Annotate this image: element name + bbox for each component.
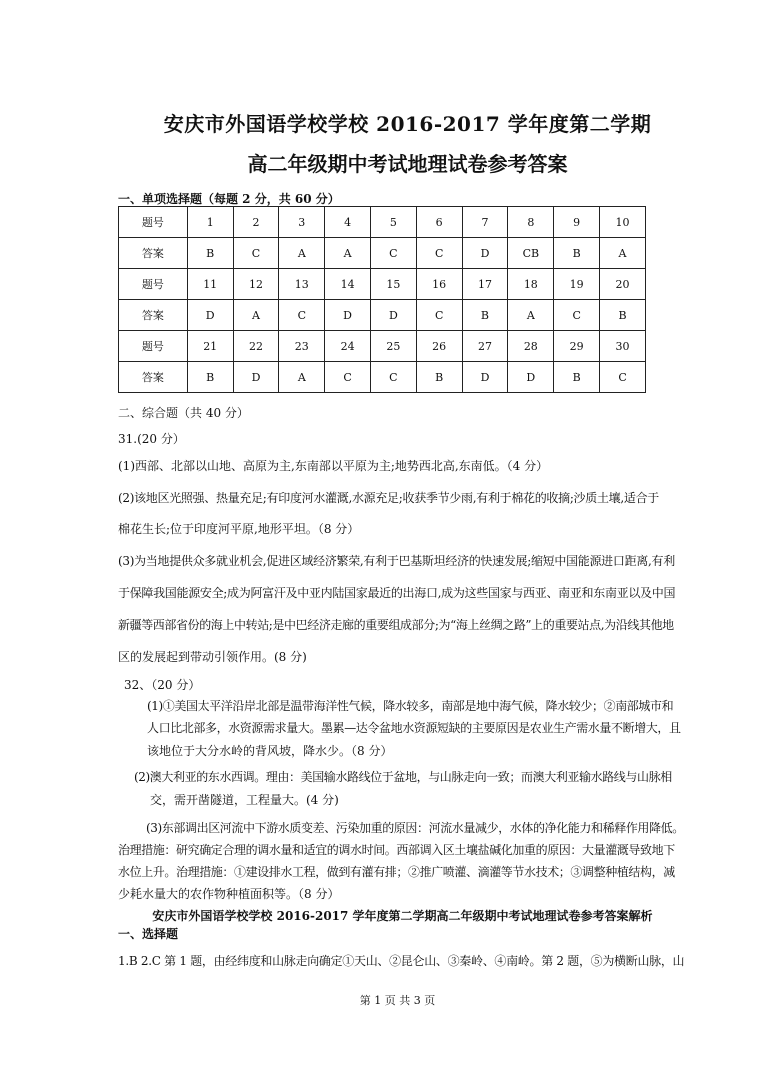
table-cell: C bbox=[325, 362, 371, 393]
q32-part3-line3: 水位上升。治理措施：①建设排水工程，做到有灌有排；②推广喷灌、滴灌等节水技术；③调整种植结构，减 bbox=[118, 865, 675, 879]
table-row bbox=[119, 238, 646, 269]
table-cell: 8 bbox=[508, 207, 554, 238]
table-cell: 1 bbox=[187, 207, 233, 238]
table-cell: D bbox=[462, 238, 508, 269]
table-cell: B bbox=[600, 300, 646, 331]
row-label: 答案 bbox=[119, 300, 188, 331]
table-row bbox=[119, 269, 646, 300]
analysis-section-heading: 一、选择题 bbox=[118, 927, 179, 941]
table-cell: 19 bbox=[554, 269, 600, 300]
table-cell: 10 bbox=[600, 207, 646, 238]
section1-heading: 一、单项选择题（每题 2 分，共 60 分） bbox=[118, 192, 340, 206]
table-cell: D bbox=[370, 300, 416, 331]
table-cell: 27 bbox=[462, 331, 508, 362]
table-cell: C bbox=[233, 238, 279, 269]
table-cell: 12 bbox=[233, 269, 279, 300]
table-cell: 26 bbox=[416, 331, 462, 362]
table-cell: B bbox=[416, 362, 462, 393]
row-label: 答案 bbox=[119, 238, 188, 269]
table-cell: 2 bbox=[233, 207, 279, 238]
table-cell: 28 bbox=[508, 331, 554, 362]
table-cell: 20 bbox=[600, 269, 646, 300]
table-cell: B bbox=[554, 362, 600, 393]
table-cell: 7 bbox=[462, 207, 508, 238]
page-number: 第 1 页 共 3 页 bbox=[359, 994, 436, 1007]
q32-part1-line3: 该地位于大分水岭的背风坡，降水少。（8 分） bbox=[147, 744, 393, 758]
table-cell: C bbox=[554, 300, 600, 331]
q32-heading: 32、（20 分） bbox=[124, 678, 201, 692]
table-cell: B bbox=[187, 362, 233, 393]
table-cell: 30 bbox=[600, 331, 646, 362]
table-cell: 23 bbox=[279, 331, 325, 362]
table-cell: C bbox=[416, 238, 462, 269]
table-cell: B bbox=[554, 238, 600, 269]
table-cell: 4 bbox=[325, 207, 371, 238]
table-row bbox=[119, 300, 646, 331]
section2-heading: 二、综合题（共 40 分） bbox=[118, 406, 249, 420]
table-cell: A bbox=[325, 238, 371, 269]
table-cell: C bbox=[600, 362, 646, 393]
table-cell: B bbox=[462, 300, 508, 331]
q31-part2-line2: 棉花生长;位于印度河平原,地形平坦。（8 分） bbox=[118, 522, 360, 536]
q32-part2-line1: (2)澳大利亚的东水西调。理由：美国输水路线位于盆地，与山脉走向一致；而澳大利亚输水路线与山脉相 bbox=[134, 770, 672, 784]
table-cell: 9 bbox=[554, 207, 600, 238]
table-cell: A bbox=[508, 300, 554, 331]
q32-part1-line1: (1)①美国太平洋沿岸北部是温带海洋性气候，降水较多，南部是地中海气候，降水较少；②南部城市和 bbox=[147, 699, 674, 713]
q31-part2-line1: (2)该地区光照强、热量充足;有印度河水灌溉,水源充足;收获季节少雨,有利于棉花的收摘;沙质土壤,适合于 bbox=[118, 491, 659, 505]
table-cell: A bbox=[233, 300, 279, 331]
q31-part3-line4: 区的发展起到带动引领作用。(8 分) bbox=[118, 650, 307, 664]
q32-part3-line4: 少耗水量大的农作物种植面积等。（8 分） bbox=[118, 887, 340, 901]
table-row bbox=[119, 362, 646, 393]
table-cell: C bbox=[279, 300, 325, 331]
table-cell: 6 bbox=[416, 207, 462, 238]
table-cell: B bbox=[187, 238, 233, 269]
table-cell: D bbox=[325, 300, 371, 331]
table-cell: C bbox=[370, 238, 416, 269]
q32-part2-line2: 交，需开凿隧道，工程量大。(4 分) bbox=[150, 793, 339, 807]
table-cell: D bbox=[508, 362, 554, 393]
q31-heading: 31.(20 分） bbox=[118, 432, 185, 446]
table-cell: CB bbox=[508, 238, 554, 269]
q31-part1: (1)西部、北部以山地、高原为主,东南部以平原为主;地势西北高,东南低。（4 分） bbox=[118, 459, 549, 473]
row-label: 题号 bbox=[119, 207, 188, 238]
table-cell: 17 bbox=[462, 269, 508, 300]
row-label: 答案 bbox=[119, 362, 188, 393]
table-cell: 29 bbox=[554, 331, 600, 362]
answer-table bbox=[118, 206, 646, 393]
table-cell: D bbox=[187, 300, 233, 331]
table-cell: 25 bbox=[370, 331, 416, 362]
table-cell: 11 bbox=[187, 269, 233, 300]
q32-part3-line1: (3)东部调出区河流中下游水质变差、污染加重的原因：河流水量减少，水体的净化能力和稀释作用降低。 bbox=[146, 821, 684, 835]
row-label: 题号 bbox=[119, 331, 188, 362]
q31-part3-line2: 于保障我国能源安全;成为阿富汗及中亚内陆国家最近的出海口,成为这些国家与西亚、南亚和东南亚以及中国 bbox=[118, 586, 676, 600]
table-cell: 15 bbox=[370, 269, 416, 300]
table-cell: 22 bbox=[233, 331, 279, 362]
table-cell: 3 bbox=[279, 207, 325, 238]
table-cell: 13 bbox=[279, 269, 325, 300]
q32-part3-line2: 治理措施：研究确定合理的调水量和适宜的调水时间。西部调入区土壤盐碱化加重的原因：大量灌溉导致地下 bbox=[118, 843, 675, 857]
table-row bbox=[119, 331, 646, 362]
document-title-line1: 安庆市外国语学校学校 2016-2017 学年度第二学期 bbox=[163, 112, 652, 136]
table-row bbox=[119, 207, 646, 238]
q31-part3-line3: 新疆等西部省份的海上中转站;是中巴经济走廊的重要组成部分;为“海上丝绸之路”上的重要站点,为沿线其他地 bbox=[118, 618, 674, 632]
table-cell: A bbox=[279, 362, 325, 393]
table-cell: 5 bbox=[370, 207, 416, 238]
table-cell: 18 bbox=[508, 269, 554, 300]
table-cell: 14 bbox=[325, 269, 371, 300]
row-label: 题号 bbox=[119, 269, 188, 300]
table-cell: A bbox=[279, 238, 325, 269]
analysis-title: 安庆市外国语学校学校 2016-2017 学年度第二学期高二年级期中考试地理试卷参考答案解析 bbox=[152, 909, 653, 923]
q31-part3-line1: (3)为当地提供众多就业机会,促进区域经济繁荣,有利于巴基斯坦经济的快速发展;缩短中国能源进口距离,有利 bbox=[118, 554, 675, 568]
document-title-line2: 高二年级期中考试地理试卷参考答案 bbox=[247, 152, 568, 176]
table-cell: 24 bbox=[325, 331, 371, 362]
table-cell: C bbox=[370, 362, 416, 393]
table-cell: D bbox=[462, 362, 508, 393]
table-cell: D bbox=[233, 362, 279, 393]
q32-part1-line2: 人口比北部多，水资源需求量大。墨累—达令盆地水资源短缺的主要原因是农业生产需水量不断增大，且 bbox=[147, 721, 681, 735]
table-cell: 21 bbox=[187, 331, 233, 362]
table-cell: 16 bbox=[416, 269, 462, 300]
table-cell: A bbox=[600, 238, 646, 269]
analysis-line1: 1.B 2.C 第 1 题，由经纬度和山脉走向确定①天山、②昆仑山、③秦岭、④南岭。第 2 题，⑤为横断山脉，山 bbox=[118, 954, 685, 968]
table-cell: C bbox=[416, 300, 462, 331]
